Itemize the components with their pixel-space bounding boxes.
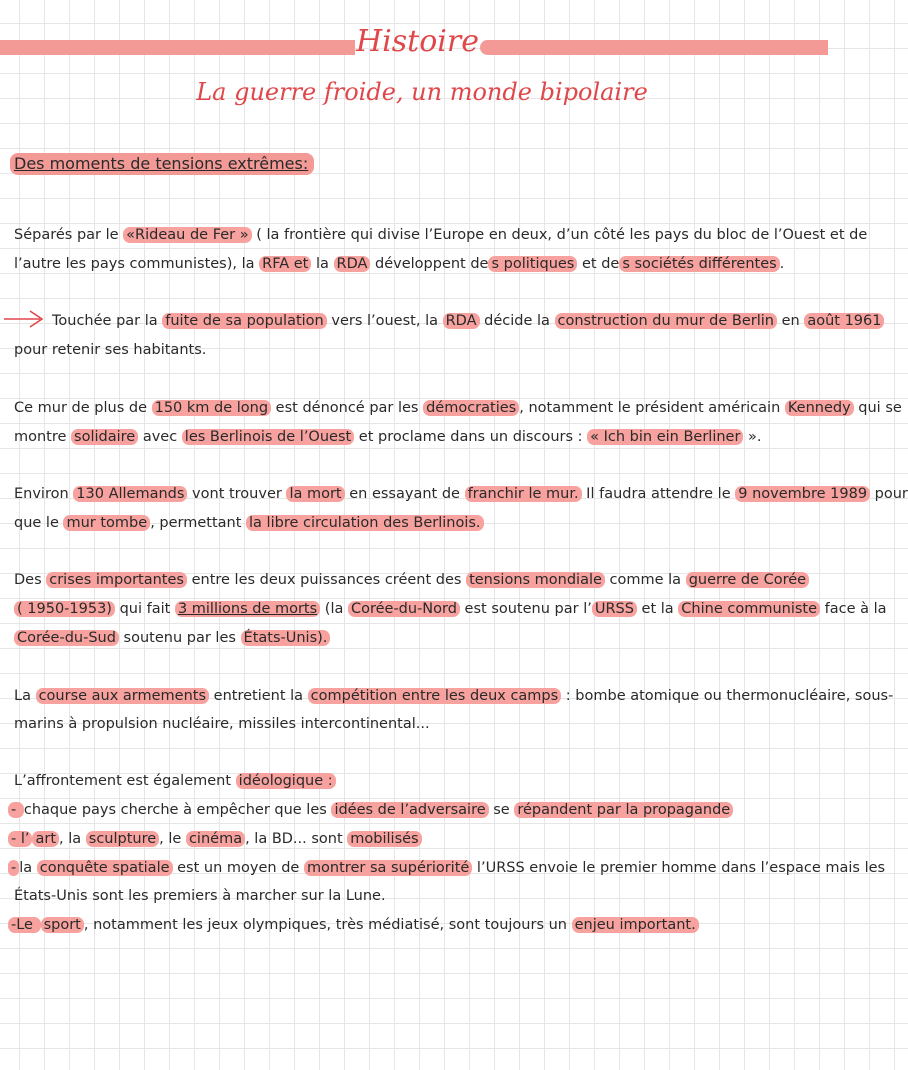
p7-line2: - chaque pays cherche à empêcher que les idées de l’adversaire se répandent par la propagande (8, 800, 733, 820)
p4-line2: que le mur tombe , permettant la libre circulation des Berlinois. (14, 513, 484, 533)
p2-line2: pour retenir ses habitants. (14, 342, 207, 358)
page-title: Histoire (356, 24, 479, 59)
page-subtitle: La guerre froide, un monde bipolaire (196, 78, 648, 106)
p3-line2: montre solidaire avec les Berlinois de l’Ouest et proclame dans un discours : « Ich bin ein Berliner ». (14, 429, 762, 445)
p5-line2: ( 1950-1953) qui fait 3 millions de morts (la Corée-du-Nord est soutenu par l’ URSS et la Chine communiste face à la (14, 599, 887, 619)
p3-line1: Ce mur de plus de 150 km de long est dénoncé par les démocraties , notamment le président américain Kennedy qui se (14, 400, 902, 416)
title-band-right (480, 40, 828, 55)
p6-line2: marins à propulsion nucléaire, missiles intercontinental... (14, 716, 430, 732)
arrow-icon (2, 306, 46, 330)
p5-line1: Des crises importantes entre les deux puissances créent des tensions mondiale comme la guerre de Corée (14, 570, 809, 590)
p2-line1: Touchée par la fuite de sa population vers l’ouest, la RDA décide la construction du mur de Berlin en août 1961 (52, 311, 884, 331)
p5-line3: Corée-du-Sud soutenu par les États-Unis). (14, 628, 330, 648)
p1-line1: Séparés par le «Rideau de Fer » ( la frontière qui divise l’Europe en deux, d’un côté les pays du bloc de l’Ouest et de (14, 227, 868, 243)
p7-line3: - l’ art , la sculpture , le cinéma , la BD... sont mobilisés (8, 829, 422, 849)
p4-line1: Environ 130 Allemands vont trouver la mort en essayant de franchir le mur. Il faudra attendre le 9 novembre 1989 pour (14, 486, 908, 502)
p7-line5: États-Unis sont les premiers à marcher sur la Lune. (14, 888, 386, 904)
title-band-left (0, 40, 355, 55)
section-heading: Des moments de tensions extrêmes: (10, 153, 314, 175)
p7-line1: L’affrontement est également idéologique : (14, 771, 336, 791)
p6-line1: La course aux armements entretient la compétition entre les deux camps : bombe atomique ou thermonucléaire, sous- (14, 688, 894, 704)
p1-line2: l’autre les pays communistes), la RFA et la RDA développent de s politiques et de s sociétés différentes . (14, 256, 785, 272)
p7-line4: - la conquête spatiale est un moyen de montrer sa supériorité l’URSS envoie le premier homme dans l’espace mais les (8, 858, 885, 878)
p7-line6: -Le sport , notamment les jeux olympiques, très médiatisé, sont toujours un enjeu important. (8, 915, 699, 935)
